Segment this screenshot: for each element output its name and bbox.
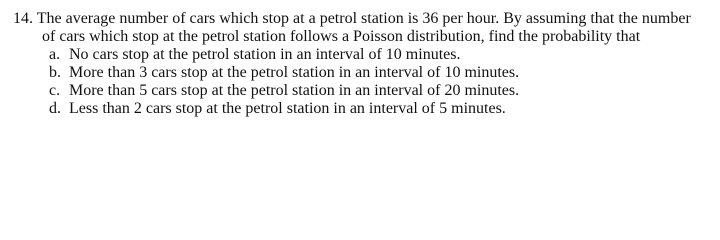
part-letter: b.	[49, 64, 61, 81]
question-14	[13, 10, 713, 118]
question-parts-list	[13, 46, 713, 118]
part-text: No cars stop at the petrol station in an interval of 10 minutes.	[69, 46, 461, 63]
part-text: More than 5 cars stop at the petrol station in an interval of 20 minutes.	[69, 82, 520, 99]
question-part-b	[13, 64, 713, 82]
question-stem-line-2: of cars which stop at the petrol station follows a Poisson distribution, find the probability that	[42, 28, 641, 45]
question-part-d	[13, 100, 713, 118]
part-text: More than 3 cars stop at the petrol station in an interval of 10 minutes.	[69, 64, 520, 81]
part-text: Less than 2 cars stop at the petrol station in an interval of 5 minutes.	[69, 100, 506, 117]
question-part-a	[13, 46, 713, 64]
part-letter: d.	[49, 100, 61, 117]
question-part-c	[13, 82, 713, 100]
part-letter: c.	[49, 82, 61, 99]
question-stem-line-1: 14. The average number of cars which stop at a petrol station is 36 per hour. By assuming that the number	[13, 10, 691, 27]
part-letter: a.	[49, 46, 61, 63]
